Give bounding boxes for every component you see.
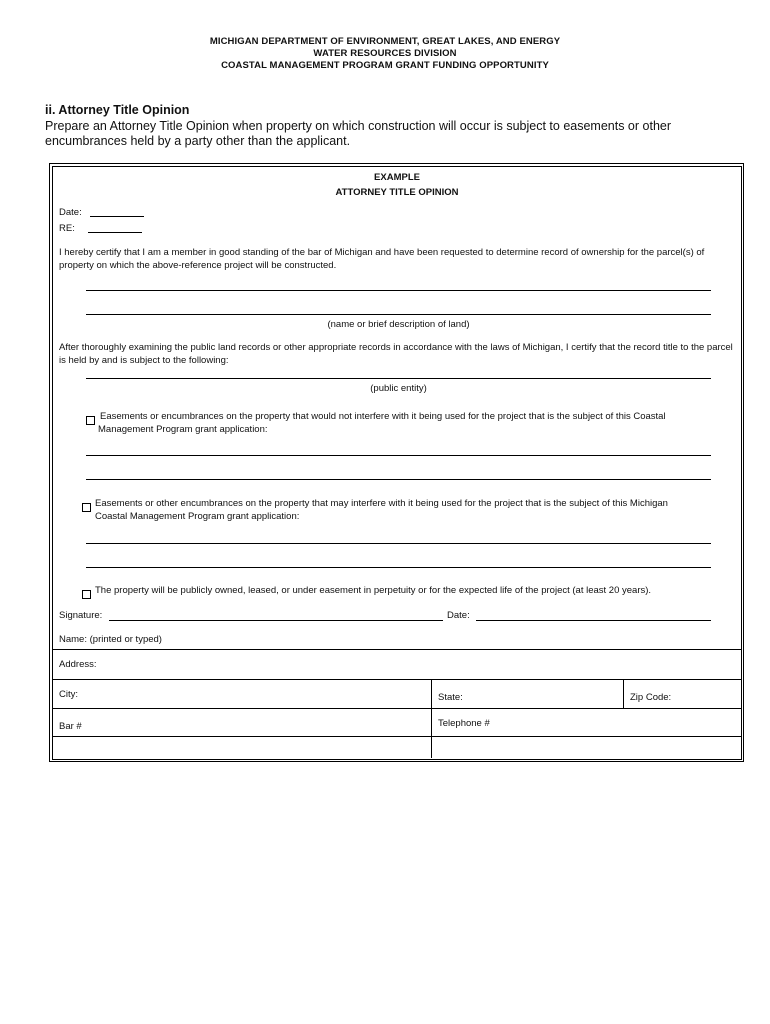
date-field[interactable] [90,216,144,217]
re-label: RE: [59,223,75,234]
signature-field[interactable] [109,620,443,621]
table-divider [431,679,432,758]
name-label: Name: (printed or typed) [59,634,162,645]
section-title: ii. Attorney Title Opinion [45,103,190,117]
option2-line[interactable] [86,567,711,568]
table-rule [52,679,742,680]
certify-paragraph: I hereby certify that I am a member in good standing of the bar of Michigan and have been requested to determine record of ownership for the parcel(s) of property on which the above-reference project will be constructed. [59,247,705,271]
entity-caption: (public entity) [370,383,427,394]
form-example-label: EXAMPLE [374,172,420,183]
table-rule [52,736,742,737]
option1-line[interactable] [86,455,711,456]
header-agency: MICHIGAN DEPARTMENT OF ENVIRONMENT, GREAT LAKES, AND ENERGY [209,36,561,47]
state-label: State: [438,692,463,703]
header-program: COASTAL MANAGEMENT PROGRAM GRANT FUNDING OPPORTUNITY [221,60,549,71]
section-intro: Prepare an Attorney Title Opinion when property on which construction will occur is subject to easements or other encumbrances held by a party other than the applicant. [45,119,672,148]
land-caption: (name or brief description of land) [327,319,470,330]
telephone-label: Telephone # [438,718,490,729]
examined-paragraph: After thoroughly examining the public land records or other appropriate records in accordance with the laws of Michigan, I certify that the record title to the parcel is held by and is subject to the following: [59,342,733,366]
land-description-line[interactable] [86,290,711,291]
re-field[interactable] [88,232,142,233]
option3-text: The property will be publicly owned, leased, or under easement in perpetuity or for the expected life of the project (at least 20 years). [95,585,652,596]
header-division: WATER RESOURCES DIVISION [313,48,457,59]
zip-label: Zip Code: [630,692,672,703]
option2-line[interactable] [86,543,711,544]
address-label: Address: [59,659,97,670]
sig-date-label: Date: [447,610,470,621]
bar-label: Bar # [59,721,82,732]
option1-text: Easements or encumbrances on the property that would not interfere with it being used for the project that is the subject of this Coastal Management Program grant application: [98,411,666,435]
option1-line[interactable] [86,479,711,480]
sig-date-field[interactable] [476,620,711,621]
option2-text: Easements or other encumbrances on the property that may interfere with it being used for the project that is the subject of this Michigan Coastal Management Program grant application: [95,498,668,522]
date-label: Date: [59,207,82,218]
table-rule [52,708,742,709]
public-entity-line[interactable] [86,378,711,379]
table-divider [623,679,624,708]
signature-label: Signature: [59,610,103,621]
land-description-line[interactable] [86,314,711,315]
city-label: City: [59,689,78,700]
table-rule [52,649,742,650]
form-title: ATTORNEY TITLE OPINION [335,187,459,198]
